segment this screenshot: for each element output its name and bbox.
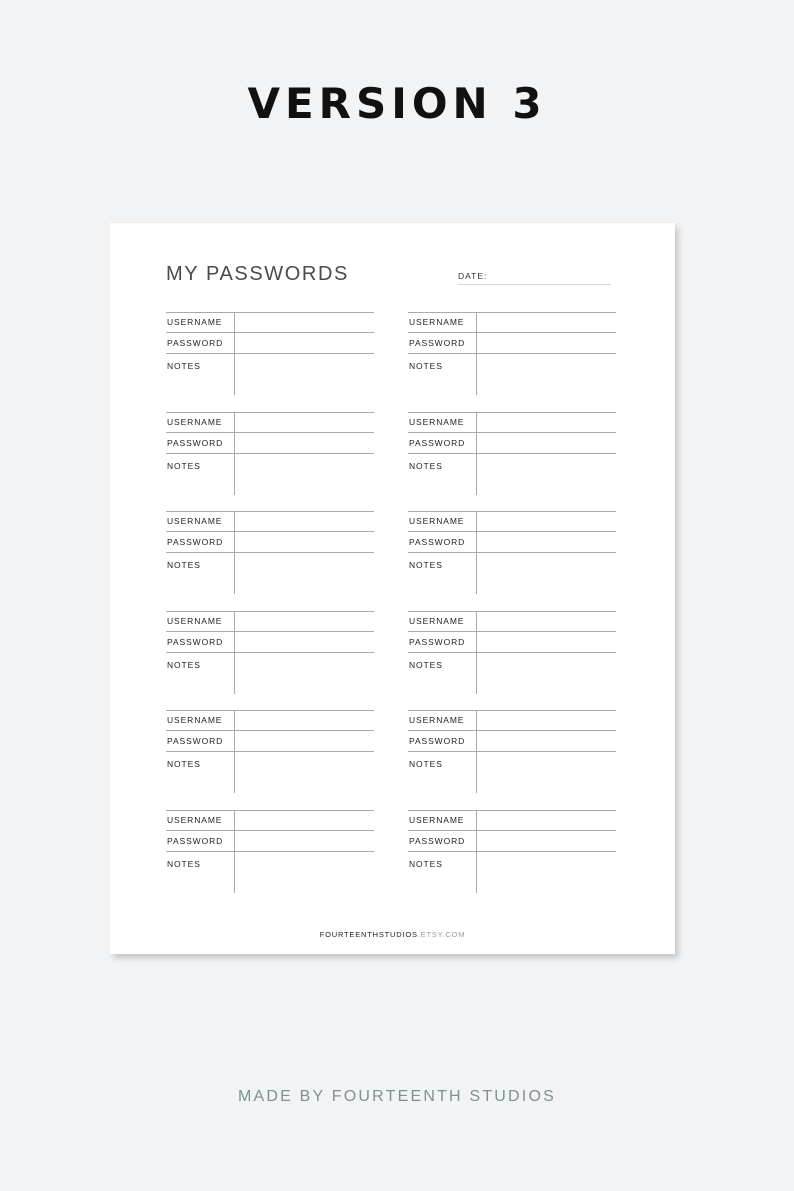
password-label: PASSWORD [167, 637, 224, 647]
password-label: PASSWORD [167, 438, 224, 448]
entry-divider [476, 611, 477, 694]
notes-label: NOTES [409, 461, 443, 471]
entry-divider [476, 511, 477, 594]
entry-username-rule [408, 432, 616, 433]
password-label: PASSWORD [167, 338, 224, 348]
entry-top-rule [166, 611, 374, 612]
notes-label: NOTES [409, 660, 443, 670]
notes-label: NOTES [409, 759, 443, 769]
entry-top-rule [408, 511, 616, 512]
username-label: USERNAME [409, 815, 465, 825]
notes-label: NOTES [167, 560, 201, 570]
username-label: USERNAME [167, 616, 223, 626]
password-entry-2 [408, 312, 616, 396]
username-label: USERNAME [409, 516, 465, 526]
made-by-credit: MADE BY FOURTEENTH STUDIOS [238, 1088, 556, 1105]
entry-top-rule [408, 710, 616, 711]
entry-username-rule [408, 332, 616, 333]
password-label: PASSWORD [167, 736, 224, 746]
username-label: USERNAME [409, 616, 465, 626]
password-sheet [110, 223, 675, 954]
username-label: USERNAME [167, 715, 223, 725]
username-label: USERNAME [409, 417, 465, 427]
password-entry-8 [408, 611, 616, 695]
username-label: USERNAME [409, 715, 465, 725]
entry-username-rule [408, 830, 616, 831]
entry-username-rule [166, 432, 374, 433]
notes-label: NOTES [409, 859, 443, 869]
notes-label: NOTES [409, 560, 443, 570]
date-label: DATE: [458, 271, 488, 281]
password-entry-6 [408, 511, 616, 595]
entry-divider [234, 511, 235, 594]
password-label: PASSWORD [409, 736, 466, 746]
entry-divider [476, 412, 477, 495]
sheet-title: MY PASSWORDS [166, 263, 349, 285]
entry-divider [234, 710, 235, 793]
entry-divider [234, 412, 235, 495]
entry-divider [234, 611, 235, 694]
entry-divider [476, 312, 477, 395]
notes-label: NOTES [409, 361, 443, 371]
entry-top-rule [408, 810, 616, 811]
entry-password-rule [408, 353, 616, 354]
entry-top-rule [408, 412, 616, 413]
password-entry-4 [408, 412, 616, 496]
entry-username-rule [166, 332, 374, 333]
password-entry-9 [166, 710, 374, 794]
entry-divider [234, 312, 235, 395]
password-label: PASSWORD [409, 836, 466, 846]
password-label: PASSWORD [167, 836, 224, 846]
entry-top-rule [166, 810, 374, 811]
footer-brand: FOURTEENTHSTUDIOS [319, 930, 418, 939]
entry-top-rule [408, 312, 616, 313]
entry-top-rule [166, 710, 374, 711]
notes-label: NOTES [167, 660, 201, 670]
entry-divider [234, 810, 235, 893]
entry-username-rule [166, 730, 374, 731]
username-label: USERNAME [167, 516, 223, 526]
version-heading: VERSION 3 [247, 79, 547, 128]
entry-password-rule [166, 453, 374, 454]
entry-divider [476, 810, 477, 893]
entry-password-rule [166, 751, 374, 752]
entry-username-rule [166, 830, 374, 831]
entry-username-rule [166, 531, 374, 532]
password-entry-12 [408, 810, 616, 894]
date-field-line [458, 284, 611, 285]
username-label: USERNAME [167, 317, 223, 327]
entry-password-rule [166, 353, 374, 354]
password-entry-3 [166, 412, 374, 496]
entry-password-rule [408, 751, 616, 752]
entry-divider [476, 710, 477, 793]
entry-top-rule [166, 511, 374, 512]
entry-username-rule [408, 531, 616, 532]
entry-username-rule [408, 730, 616, 731]
username-label: USERNAME [167, 417, 223, 427]
password-entry-5 [166, 511, 374, 595]
password-label: PASSWORD [409, 537, 466, 547]
password-entry-10 [408, 710, 616, 794]
password-label: PASSWORD [409, 637, 466, 647]
sheet-footer [110, 930, 675, 940]
entry-password-rule [166, 552, 374, 553]
entry-password-rule [408, 453, 616, 454]
entry-password-rule [408, 552, 616, 553]
entry-username-rule [166, 631, 374, 632]
entry-top-rule [408, 611, 616, 612]
username-label: USERNAME [167, 815, 223, 825]
entry-password-rule [408, 851, 616, 852]
notes-label: NOTES [167, 859, 201, 869]
notes-label: NOTES [167, 461, 201, 471]
entry-top-rule [166, 412, 374, 413]
entry-top-rule [166, 312, 374, 313]
notes-label: NOTES [167, 759, 201, 769]
entry-username-rule [408, 631, 616, 632]
notes-label: NOTES [167, 361, 201, 371]
password-entry-7 [166, 611, 374, 695]
password-entry-11 [166, 810, 374, 894]
password-label: PASSWORD [409, 438, 466, 448]
password-entry-1 [166, 312, 374, 396]
entry-password-rule [408, 652, 616, 653]
footer-domain: .ETSY.COM [417, 930, 466, 939]
password-label: PASSWORD [167, 537, 224, 547]
entry-password-rule [166, 652, 374, 653]
entry-password-rule [166, 851, 374, 852]
username-label: USERNAME [409, 317, 465, 327]
password-label: PASSWORD [409, 338, 466, 348]
